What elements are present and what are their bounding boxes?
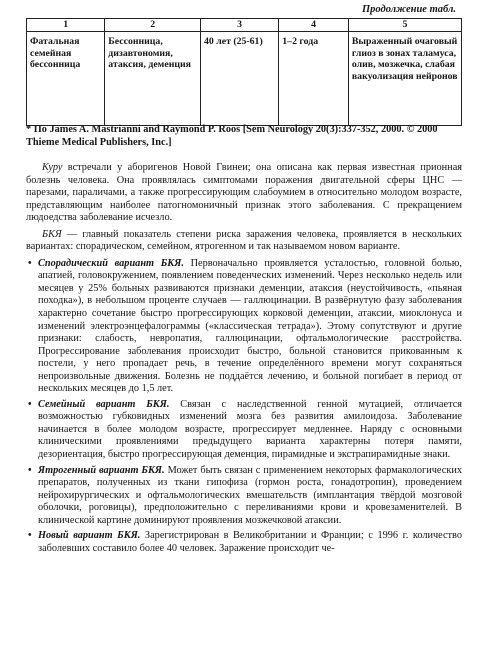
bullet-icon: •: [28, 398, 32, 410]
paragraph-text: — главный показатель степени риска заражения человека, проявляется в нескольких вариантах: спорадическом, семейном, ятрогенном и так называемом новом варианте.: [26, 228, 462, 253]
paragraph-text: Связан с наследственной генной мутацией, отличается возможностью губковидных изменений мозга без развития амилоидоза. Заболевание начинается в более молодом возрасте, прогрессирует медленнее. Наряду с основными клиническими проявлениями предыдущего варианта характерны потеря памяти, дезориентация, быстро прогрессирующая деменция, пирамидные и экстрапирамидные знаки.: [38, 398, 463, 461]
bullet-icon: •: [28, 464, 32, 476]
term-new-variant: Новый вариант БКЯ.: [38, 530, 141, 542]
table-row: [27, 32, 462, 126]
table-cell-duration: 1–2 года: [279, 32, 349, 126]
table-cell-symptoms: Бессонница, дизавтономия, атаксия, деменция: [105, 32, 201, 126]
table-header-row: [27, 19, 462, 32]
table-column-header: 4: [279, 19, 349, 32]
table-continuation-label: Продолжение табл.: [362, 4, 456, 15]
term-kuru: Куру: [42, 162, 63, 173]
bullet-icon: •: [28, 530, 32, 542]
list-item-iatrogenic: [26, 465, 462, 528]
paragraph-kuru: [26, 162, 462, 225]
paragraph-text: Зарегистрирован в Великобритании и Франции; с 1996 г. количество заболевших составило более 40 человек. Заражение происходит че-: [38, 530, 462, 554]
term-iatrogenic: Ятрогенный вариант БКЯ.: [38, 464, 165, 476]
list-item-familial: [26, 399, 462, 462]
table-cell-disease: Фатальная семейная бессонница: [27, 32, 105, 126]
paragraph-text: встречали у аборигенов Новой Гвинеи; она описана как первая известная прионная болезнь человека. Она проявлялась симптомами поражения двигательной сферы ЦНС — парезами, параличами, а также прогрессирующим слабоумием в относительно молодом возрасте, представляющим наиболее патогномоничный признак этого заболевания. С прекращением людоедства заболевание исчезло.: [26, 162, 462, 224]
list-item-new-variant: [26, 530, 462, 555]
bullet-icon: •: [28, 257, 32, 269]
paragraph-text: Первоначально проявляется усталостью, головной болью, апатией, головокружением, появлением поведенческих изменений. Через несколько недель или месяцев у 25% больных развиваются признаки деменции, атаксия (неустойчивость, «пьяная походка»), в небольшом проценте случаев — галлюцинации. В развёрнутую фазу заболевания характерно сочетание быстро прогрессирующих корковой деменции, атаксии, миоклонуса и изменений электроэнцефалограммы («классическая тетрада»). Этому сопутствуют и другие признаки: слабость, невропатия, галлюцинации, офтальмологические расстройства. Прогрессирование заболевания происходит быстро, больной становится прикованным к постели, у него пропадает речь, в течение определённого времени могут сохраняться непроизвольные движения. Болезнь не поддаётся лечению, и больной погибает в период от нескольких месяцев до 1,5 лет.: [38, 257, 462, 395]
list-item-sporadic: [26, 258, 462, 396]
table-footnote: * По James A. Mastrianni and Raymond P. Roos [Sem Neurology 20(3):337-352, 2000. © 2000 Thieme Medical Publishers, Inc.]: [26, 124, 438, 148]
body-text: [26, 162, 462, 558]
table-cell-pathology: Выраженный очаговый глиоз в зонах таламуса, олив, мозжечка, слабая вакуолизация нейронов: [348, 32, 461, 126]
paragraph-bkya: [26, 229, 462, 254]
term-familial: Семейный вариант БКЯ.: [38, 398, 170, 410]
table-column-header: 2: [105, 19, 201, 32]
paragraph-text: Может быть связан с применением некоторых фармакологических препаратов, полученных из ткани гипофиза (гормон роста, гонадотропин), проведением нейрохирургических и офтальмологических вмешательств (имплантация твёрдой мозговой оболочки, роговицы), предположительно с переливаниями крови и кровезаменителей. В клинической картине доминируют проявления мозжечковой атаксии.: [38, 464, 462, 526]
table-cell-age: 40 лет (25-61): [200, 32, 278, 126]
table-column-header: 3: [200, 19, 278, 32]
disease-table: [26, 18, 462, 126]
term-bkya: БКЯ: [42, 228, 62, 240]
term-sporadic: Спорадический вариант БКЯ.: [38, 257, 184, 269]
table-column-header: 5: [348, 19, 461, 32]
table-column-header: 1: [27, 19, 105, 32]
